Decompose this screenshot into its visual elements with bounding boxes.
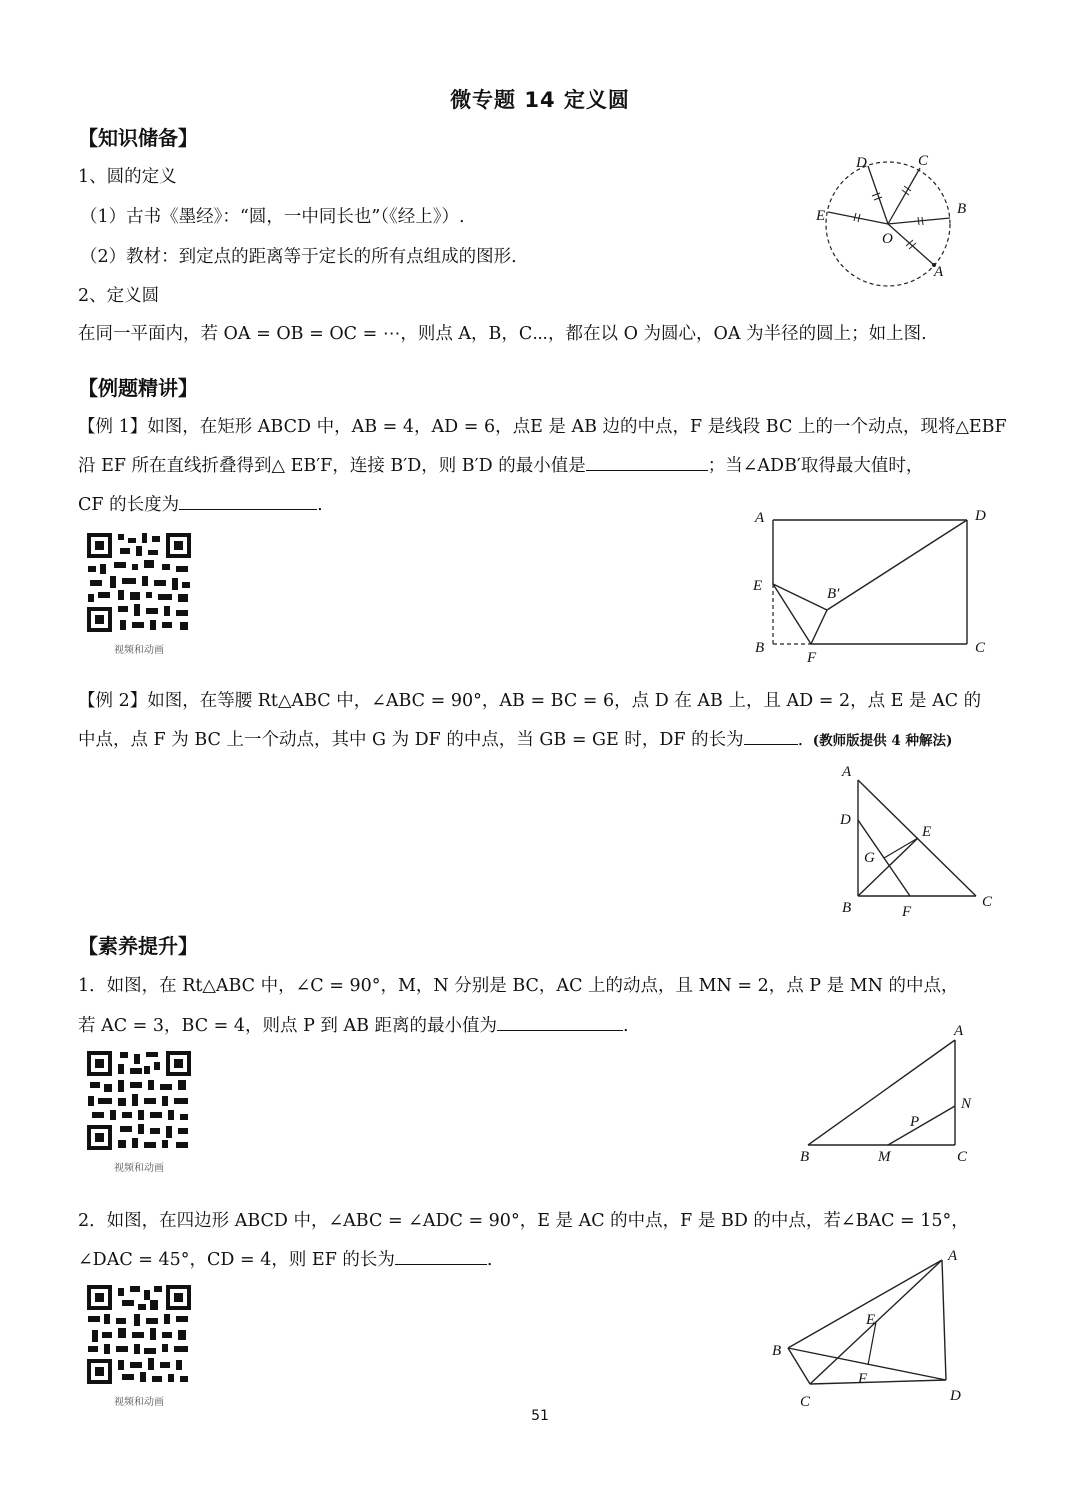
example2-line-2a: 中点，点 F 为 BC 上一个动点，其中 G 为 DF 的中点，当 GB = GE 时，DF 的长为 xyxy=(78,730,744,750)
example1-line-3b: . xyxy=(317,495,323,515)
knowledge-line-5: 在同一平面内，若 OA = OB = OC = ⋯，则点 A，B，C⋯，都在以 O 为圆心，OA 为半径的圆上；如上图. xyxy=(78,324,927,344)
example2-line-1: 【例 2】如图，在等腰 Rt△ABC 中，∠ABC = 90°，AB = BC = 6，点 D 在 AB 上，且 AD = 2，点 E 是 AC 的 xyxy=(78,691,982,711)
example1-line-3a: CF 的长度为 xyxy=(78,495,180,515)
label-f: F xyxy=(902,904,912,920)
label-f: F xyxy=(807,650,817,666)
page-title: 微专题 14 定义圆 xyxy=(450,88,630,112)
answer-blank-1[interactable] xyxy=(586,454,708,471)
qr-code-2[interactable] xyxy=(84,1048,194,1174)
label-a: A xyxy=(755,510,765,526)
segment-b-prime-f xyxy=(811,610,827,644)
label-g: G xyxy=(864,850,875,866)
label-o: O xyxy=(882,231,893,247)
qr-caption: 视频和动画 xyxy=(114,645,164,656)
label-f: F xyxy=(858,1371,868,1387)
knowledge-line-1: 1、圆的定义 xyxy=(78,167,177,187)
qr-icon xyxy=(84,1048,194,1153)
label-c: C xyxy=(975,640,986,656)
answer-blank-5[interactable] xyxy=(395,1248,487,1265)
label-c: C xyxy=(918,153,929,169)
example1-line-1: 【例 1】如图，在矩形 ABCD 中，AB = 4，AD = 6，点E 是 AB 边的中点，F 是线段 BC 上的一个动点，现将△EBF xyxy=(78,417,1007,437)
segment-ab xyxy=(788,1260,942,1348)
page-number: 51 xyxy=(531,1408,549,1424)
label-b: B xyxy=(755,640,765,656)
answer-blank-3[interactable] xyxy=(744,728,798,745)
quadrilateral-figure-p2 xyxy=(760,1240,980,1410)
radius-oc xyxy=(888,168,920,224)
label-b: B xyxy=(957,201,967,217)
problem2-line-2b: . xyxy=(486,1250,493,1270)
label-a: A xyxy=(842,764,852,780)
segment-mn xyxy=(888,1106,955,1145)
answer-blank-2[interactable] xyxy=(179,493,317,510)
label-a: A xyxy=(934,264,944,280)
radius-od xyxy=(868,166,888,224)
example1-line-2 xyxy=(78,452,923,477)
example2-line-2b: . xyxy=(797,730,804,750)
label-e: E xyxy=(753,578,763,594)
label-c: C xyxy=(800,1394,811,1410)
teacher-note: (教师版提供 4 种解法) xyxy=(812,733,953,749)
qr-caption: 视频和动画 xyxy=(114,1163,164,1174)
answer-blank-4[interactable] xyxy=(497,1014,623,1031)
label-e: E xyxy=(866,1312,876,1328)
label-d: D xyxy=(975,508,986,524)
section-practice: 【素养提升】 xyxy=(78,934,198,958)
label-d: D xyxy=(840,812,851,828)
circle-figure xyxy=(808,150,978,290)
label-p: P xyxy=(910,1114,920,1130)
example2-line-2 xyxy=(78,726,952,751)
problem1-line-2a: 若 AC = 3，BC = 4，则点 P 到 AB 距离的最小值为 xyxy=(78,1016,498,1036)
label-m: M xyxy=(878,1149,891,1165)
label-e: E xyxy=(922,824,932,840)
example1-line-2b: ；当∠ADB′取得最大值时， xyxy=(707,456,924,476)
label-n: N xyxy=(961,1096,972,1112)
radius-oa xyxy=(888,224,934,265)
problem2-line-2 xyxy=(78,1246,493,1271)
problem1-line-1: 1．如图，在 Rt△ABC 中，∠C = 90°，M，N 分别是 BC，AC 上的动点，且 MN = 2，点 P 是 MN 的中点， xyxy=(78,976,959,996)
label-b-prime: B′ xyxy=(827,586,840,602)
triangle-figure-p1 xyxy=(790,1018,990,1170)
label-c: C xyxy=(957,1149,968,1165)
qr-code-3[interactable] xyxy=(84,1282,194,1408)
problem2-line-1: 2．如图，在四边形 ABCD 中，∠ABC = ∠ADC = 90°，E 是 AC 的中点，F 是 BD 的中点，若∠BAC = 15°， xyxy=(78,1211,969,1231)
label-d: D xyxy=(856,155,867,171)
segment-ad xyxy=(942,1260,946,1380)
segment-ab xyxy=(808,1040,955,1145)
section-examples: 【例题精讲】 xyxy=(78,376,198,400)
example1-line-2a: 沿 EF 所在直线折叠得到△ EB′F，连接 B′D，则 B′D 的最小值是 xyxy=(78,456,586,476)
label-c: C xyxy=(982,894,993,910)
triangle-figure-ex2 xyxy=(830,760,1010,925)
segment-bc xyxy=(788,1348,810,1384)
section-knowledge: 【知识储备】 xyxy=(78,126,198,150)
label-e: E xyxy=(816,208,826,224)
qr-code-1[interactable] xyxy=(84,530,194,656)
label-b: B xyxy=(800,1149,810,1165)
radius-oe xyxy=(828,212,888,224)
knowledge-line-2: （1）古书《墨经》：“圆，一中同长也”（《经上》）. xyxy=(80,207,465,227)
segment-be xyxy=(858,838,918,896)
label-d: D xyxy=(950,1388,961,1404)
problem1-line-2b: . xyxy=(623,1016,629,1036)
segment-b-prime-d xyxy=(827,520,967,610)
label-a: A xyxy=(948,1248,958,1264)
qr-icon xyxy=(84,530,194,635)
label-b: B xyxy=(772,1343,782,1359)
label-b: B xyxy=(842,900,852,916)
rectangle-figure xyxy=(745,500,1005,670)
problem1-line-2 xyxy=(78,1012,629,1037)
knowledge-line-4: 2、定义圆 xyxy=(78,286,160,306)
qr-caption: 视频和动画 xyxy=(114,1397,164,1408)
segment-cd xyxy=(810,1380,946,1384)
qr-icon xyxy=(84,1282,194,1387)
knowledge-line-3: （2）教材：到定点的距离等于定长的所有点组成的图形. xyxy=(80,247,517,267)
problem2-line-2a: ∠DAC = 45°，CD = 4，则 EF 的长为 xyxy=(78,1250,395,1270)
label-a: A xyxy=(954,1023,964,1039)
example1-line-3 xyxy=(78,491,323,516)
